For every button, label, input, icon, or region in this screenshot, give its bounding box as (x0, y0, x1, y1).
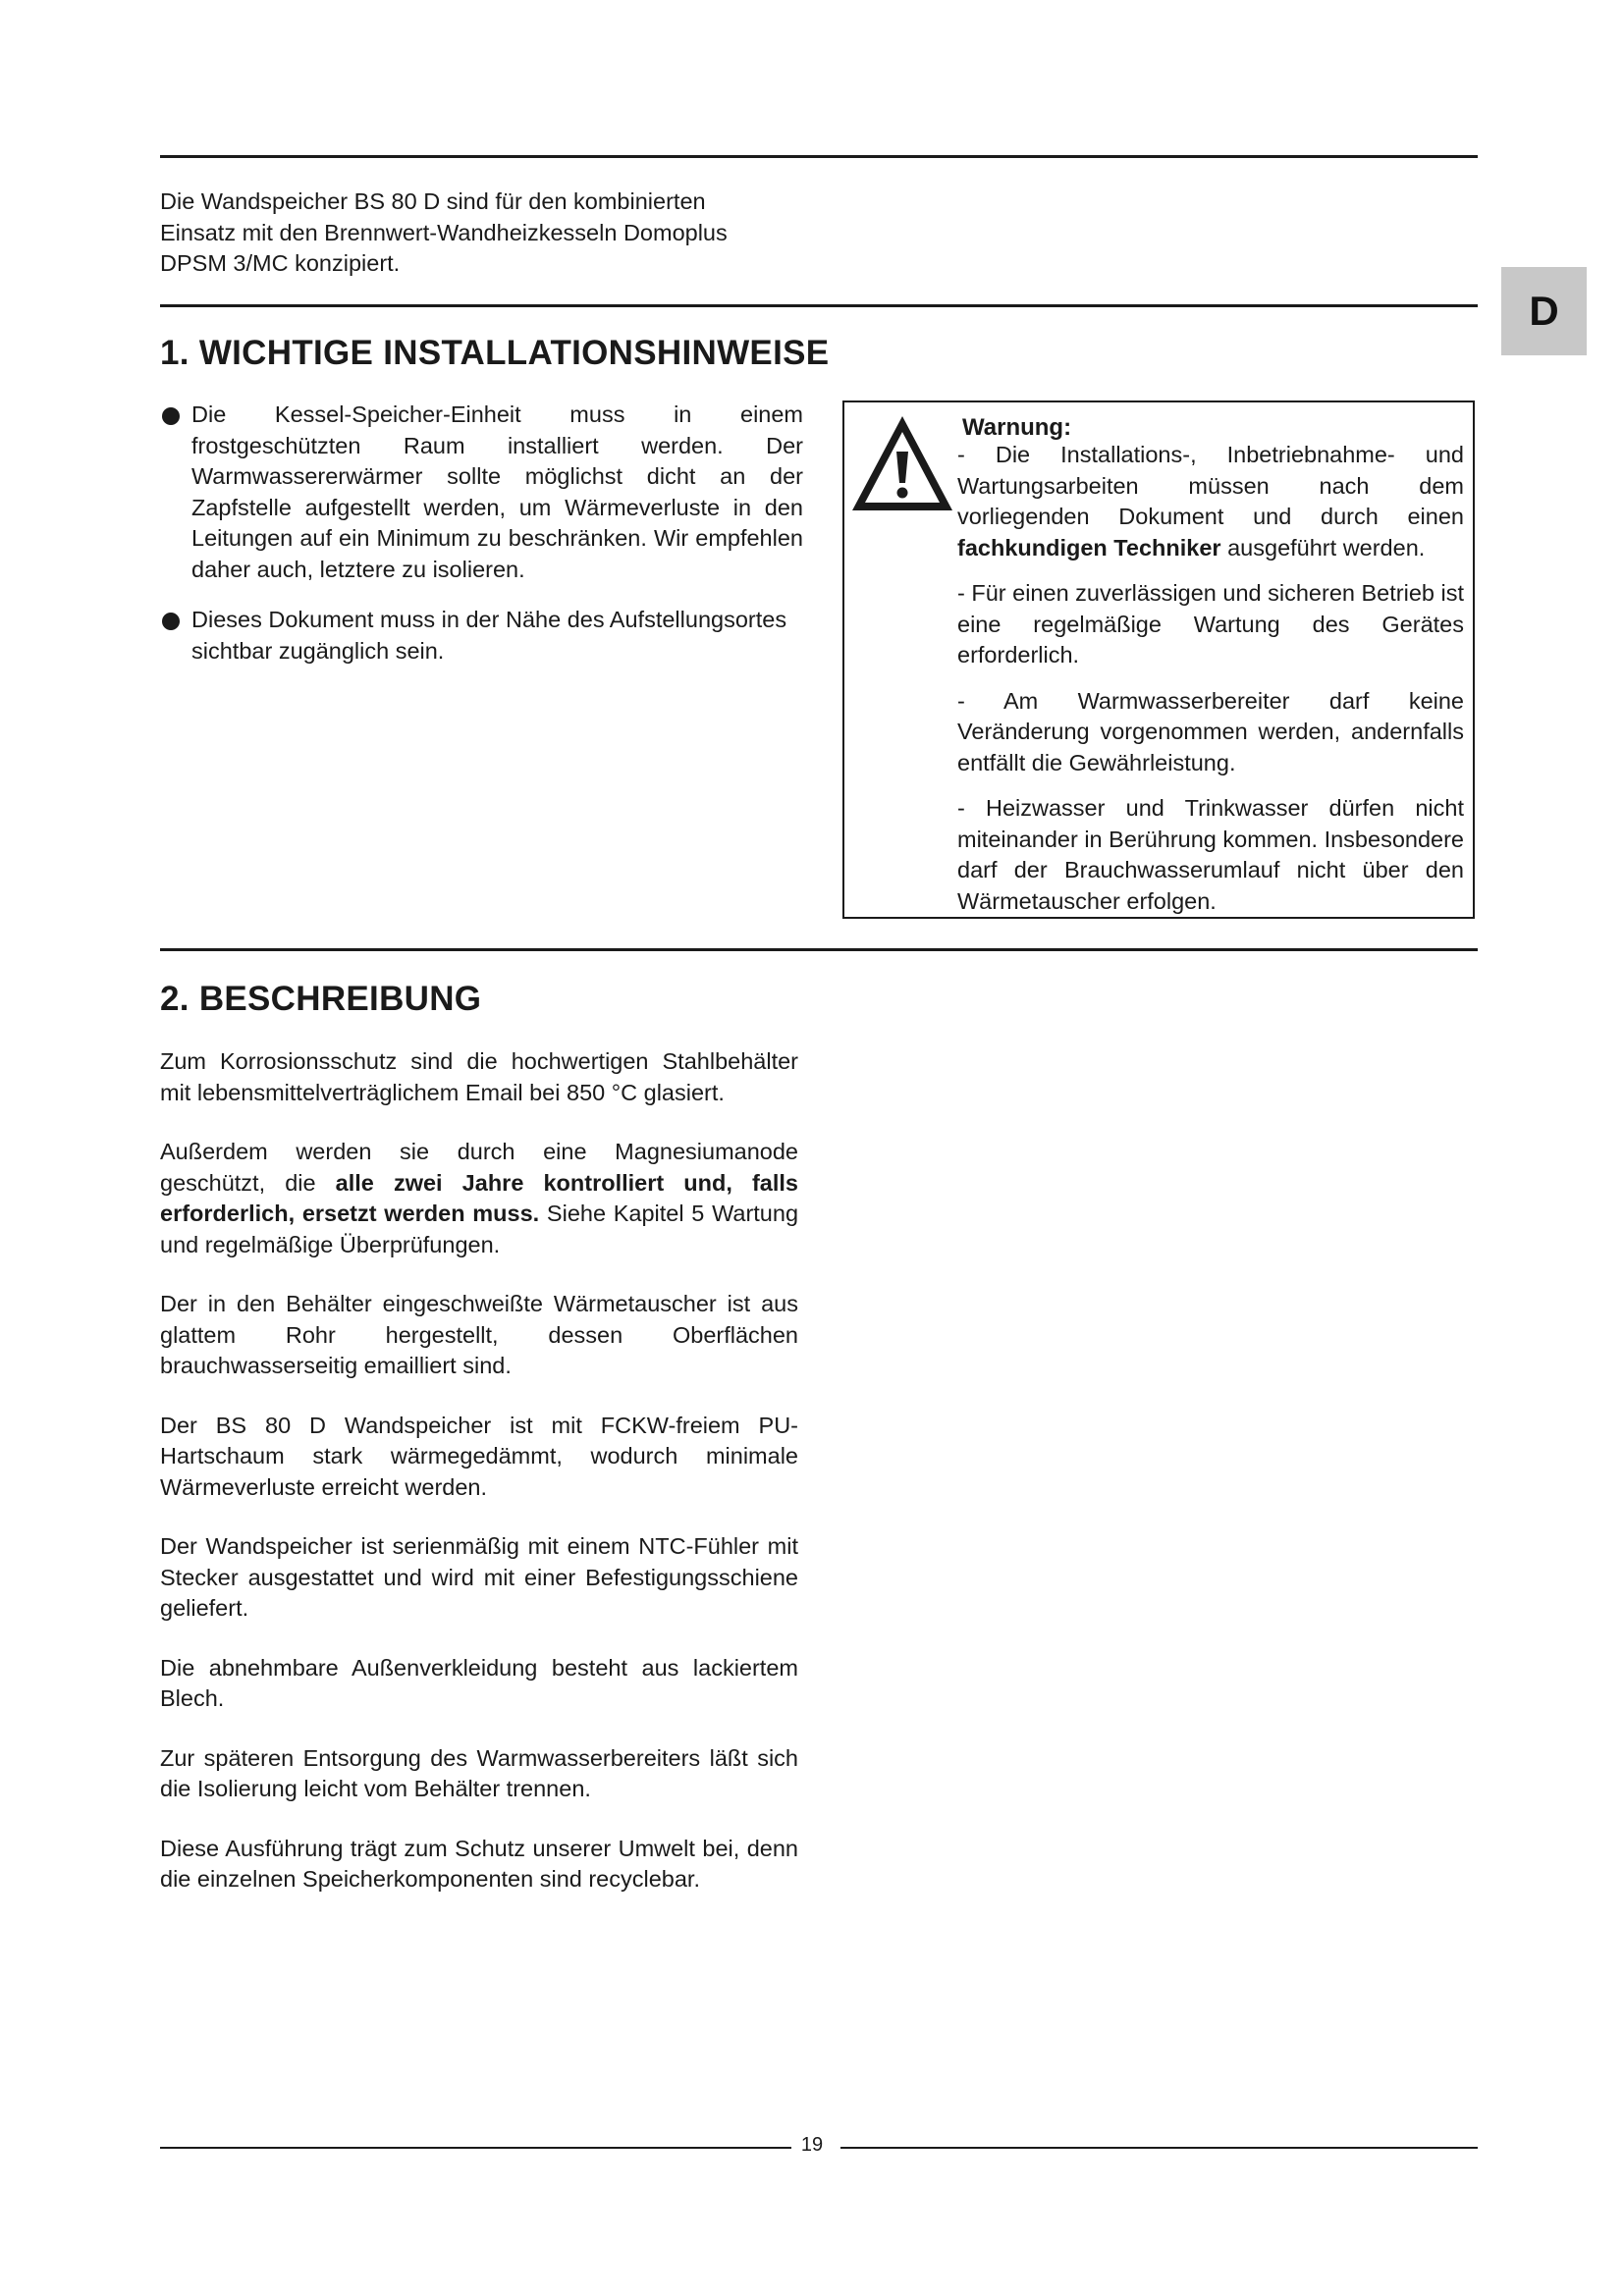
bullet-item (160, 605, 803, 667)
maintenance-emphasis: alle zwei Jahre kontrolliert und, falls erforderlich, ersetzt werden muss. (160, 1169, 799, 1226)
intro-line: DPSM 3/MC konzipiert. (160, 250, 401, 276)
section2-body (160, 1046, 798, 1924)
footer-rule-right (840, 2147, 1478, 2149)
warning-paragraph: - Am Warmwasserbereiter darf keine Veränderung vorgenommen werden, andernfalls entfällt die Gewährleistung. (957, 687, 1464, 775)
bullet-dot-icon (162, 613, 180, 630)
description-paragraph: Der in den Behälter eingeschweißte Wärmetauscher ist aus glattem Rohr hergestellt, dessen Oberflächen brauchwasserseitig emailliert sind. (160, 1291, 798, 1378)
bullet-dot-icon (162, 407, 180, 425)
warning-paragraph: - Die Installations-, Inbetriebnahme- und Wartungsarbeiten müssen nach dem vorliegenden Dokument und durch einen fachkundigen Techniker ausgeführt werden. (957, 442, 1464, 561)
description-paragraph: Zur späteren Entsorgung des Warmwasserbereiters läßt sich die Isolierung leicht vom Behälter trennen. (160, 1744, 798, 1801)
bullet-text: Die Kessel-Speicher-Einheit muss in einem frostgeschützten Raum installiert werden. Der Warmwassererwärmer sollte möglichst dicht an der Zapfstelle aufgestellt werden, um Wärmeverluste in den Leitungen auf ein Minimum zu beschränken. Wir empfehlen daher auch, letztere zu isolieren. (191, 401, 803, 582)
warning-title: Warnung: (962, 414, 1072, 441)
description-paragraph: Der BS 80 D Wandspeicher ist mit FCKW-freiem PU-Hartschaum stark wärmegedämmt, wodurch minimale Wärmeverluste erreicht werden. (160, 1412, 798, 1500)
section1-bullets (160, 400, 803, 686)
warning-body (957, 440, 1464, 932)
warning-triangle-icon (848, 412, 956, 514)
intro-paragraph (160, 187, 803, 280)
description-paragraph: Außerdem werden sie durch eine Magnesiumanode geschützt, die alle zwei Jahre kontrolliert und, falls erforderlich, ersetzt werden muss. Siehe Kapitel 5 Wartung und regelmäßige Überprüfungen. (160, 1139, 799, 1257)
section2-rule (160, 948, 1478, 951)
description-paragraph: Diese Ausführung trägt zum Schutz unserer Umwelt bei, denn die einzelnen Speicherkomponenten sind recyclebar. (160, 1835, 798, 1892)
description-paragraph: Zum Korrosionsschutz sind die hochwertigen Stahlbehälter mit lebensmittelverträglichem Email bei 850 °C glasiert. (160, 1048, 798, 1105)
warning-paragraph: - Heizwasser und Trinkwasser dürfen nicht miteinander in Berührung kommen. Insbesondere darf der Brauchwasserumlauf nicht über den Wärmetauscher erfolgen. (957, 795, 1464, 914)
warning-box (842, 400, 1475, 919)
section1-title: 1. WICHTIGE INSTALLATIONSHINWEISE (160, 334, 830, 372)
language-tab: D (1501, 267, 1587, 355)
bullet-text: Dieses Dokument muss in der Nähe des Aufstellungsortes sichtbar zugänglich sein. (191, 607, 787, 664)
description-paragraph: Der Wandspeicher ist serienmäßig mit einem NTC-Fühler mit Stecker ausgestattet und wird mit einer Befestigungsschiene geliefert. (160, 1533, 798, 1621)
intro-line: Die Wandspeicher BS 80 D sind für den kombinierten (160, 188, 706, 214)
page-number: 19 (800, 2134, 824, 2156)
intro-line: Einsatz mit den Brennwert-Wandheizkesseln Domoplus (160, 219, 728, 245)
footer-rule-left (160, 2147, 791, 2149)
section1-rule (160, 304, 1478, 307)
bullet-item (160, 400, 803, 585)
section2-title: 2. BESCHREIBUNG (160, 980, 482, 1018)
warning-paragraph: - Für einen zuverlässigen und sicheren Betrieb ist eine regelmäßige Wartung des Gerätes erforderlich. (957, 580, 1464, 667)
top-rule (160, 155, 1478, 158)
description-paragraph: Die abnehmbare Außenverkleidung besteht aus lackiertem Blech. (160, 1654, 798, 1711)
warning-emphasis: fachkundigen Techniker (957, 534, 1221, 561)
